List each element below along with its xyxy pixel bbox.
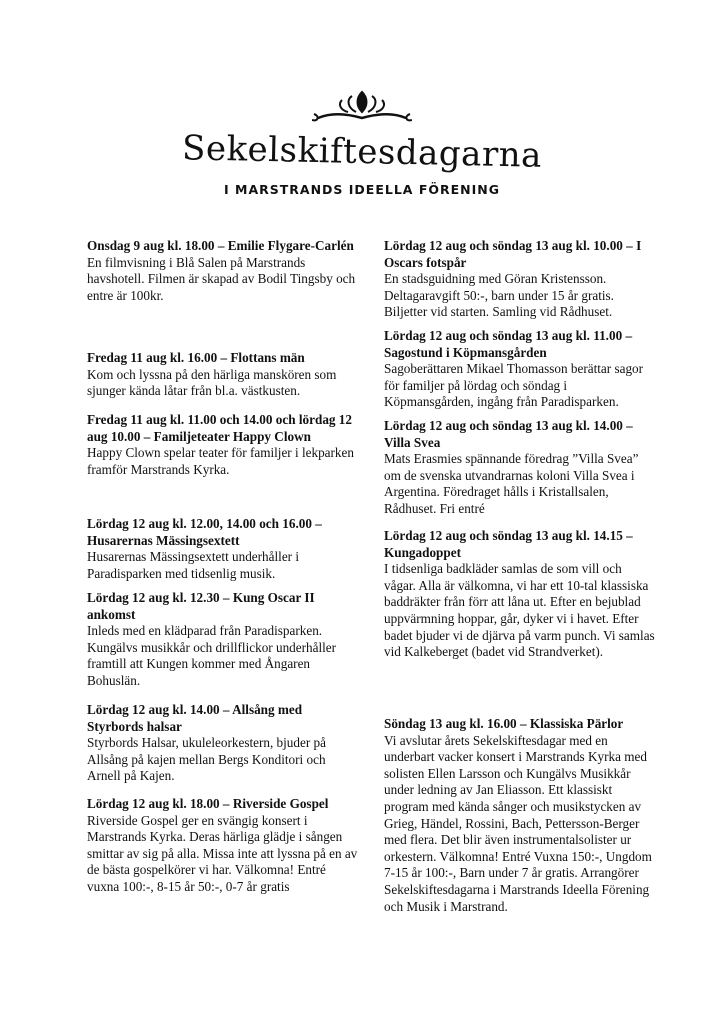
event-oscars-fotspar	[384, 238, 656, 321]
event-description: Kom och lyssna på den härliga manskören som sjunger kända låtar från bl.a. västkusten.	[87, 366, 337, 399]
crown-ornament-icon	[312, 88, 412, 124]
event-description: Husarernas Mässingsextett underhåller i Paradisparken med tidsenlig musik.	[87, 549, 300, 581]
event-description: Vi avslutar årets Sekelskiftesdagar med en underbart vacker konsert i Marstrands Kyrka med solisten Ellen Larsson och Kungälvs Musikkår under ledning av Jan Eliasson. Ett klassiskt program med kända sånger och musikstycken av Grieg, Händel, Rossini, Bach, Pettersson-Berger med flera. Det blir även instrumentalsolister ur orkestern. Välkomna! Entré Vuxna 150:-, Ungdom 7-15 år 100:-, Barn under 7 år gratis. Arrangörer Sekelskiftesdagarna i Marstrands Ideella Förening och Musik i Marstrand.	[384, 732, 652, 914]
event-sagostund	[384, 328, 656, 411]
event-title: Lördag 12 aug kl. 12.30 – Kung Oscar II ankomst	[87, 590, 315, 622]
event-kung-oscar	[87, 590, 359, 690]
event-description: Riverside Gospel ger en svängig konsert i Marstrands Kyrka. Deras härliga glädje i sången smittar av sig på alla. Missa inte att lyssna på en av de bästa gospelkörer vi har. Välkomna! Entré vuxna 100:-, 8-15 år 50:-, 0-7 år gratis	[87, 812, 358, 894]
event-description: En filmvisning i Blå Salen på Marstrands havshotell. Filmen är skapad av Bodil Tingsby och entre är 100kr.	[87, 254, 356, 303]
event-title: Lördag 12 aug kl. 12.00, 14.00 och 16.00 – Husarernas Mässingsextett	[87, 516, 322, 548]
event-klassiska-parlor	[384, 716, 656, 915]
event-description: En stadsguidning med Göran Kristensson. Deltagaravgift 50:-, barn under 15 år gratis. Biljetter vid starten. Samling vid Rådhuset.	[384, 271, 614, 320]
page-title: Sekelskiftesdagarna	[181, 128, 543, 176]
event-description: Happy Clown spelar teater för familjer i lekparken framför Marstrands Kyrka.	[87, 445, 354, 477]
event-title: Lördag 12 aug och söndag 13 aug kl. 11.00 – Sagostund i Köpmansgården	[384, 328, 633, 360]
event-massingsextett	[87, 516, 359, 582]
event-title: Onsdag 9 aug kl. 18.00 – Emilie Flygare-Carlén	[87, 238, 354, 253]
event-title: Lördag 12 aug och söndag 13 aug kl. 14.15 – Kungadoppet	[384, 528, 633, 560]
event-description: Sagoberättaren Mikael Thomasson berättar sagor för familjer på lördag och söndag i Köpmansgården, ingång från Paradisparken.	[384, 361, 644, 410]
event-villa-svea	[384, 418, 656, 518]
event-kungadoppet	[384, 528, 656, 661]
event-title: Fredag 11 aug kl. 11.00 och 14.00 och lördag 12 aug 10.00 – Familjeteater Happy Clown	[87, 412, 352, 444]
event-title: Lördag 12 aug och söndag 13 aug kl. 10.00 – I Oscars fotspår	[384, 238, 642, 270]
event-title: Fredag 11 aug kl. 16.00 – Flottans män	[87, 350, 305, 365]
event-description: Inleds med en klädparad från Paradisparken. Kungälvs musikkår och drillflickor underhåller framtill att Kungen kommer med Ångaren Bohuslän.	[87, 623, 337, 688]
event-title: Lördag 12 aug kl. 18.00 – Riverside Gospel	[87, 796, 329, 811]
event-description: Mats Erasmies spännande föredrag ”Villa Svea” om de svenska utvandrarnas koloni Villa Svea i Argentina. Föredraget hålls i Kristallsalen, Rådhuset. Fri entré	[384, 451, 639, 516]
event-title: Lördag 12 aug kl. 14.00 – Allsång med Styrbords halsar	[87, 702, 303, 734]
event-title: Söndag 13 aug kl. 16.00 – Klassiska Pärlor	[384, 716, 624, 731]
event-description: I tidsenliga badkläder samlas de som vill och vågar. Alla är välkomna, vi har ett 10-tal klassiska baddräkter från förr att låna ut. Efter en bejublad uppvärmning hoppar, går, dyker vi i havet. Efter badet bjuder vi de djärva på varm punch. Vi samlas vid Kalkeberget (badet vid Strandverket).	[384, 561, 655, 660]
event-title: Lördag 12 aug och söndag 13 aug kl. 14.00 – Villa Svea	[384, 418, 633, 450]
event-flottans-man	[87, 350, 359, 400]
event-riverside-gospel	[87, 796, 359, 896]
page-header	[0, 0, 724, 210]
event-familjeteater	[87, 412, 359, 478]
organization-subtitle: I MARSTRANDS IDEELLA FÖRENING	[224, 182, 500, 197]
event-description: Styrbords Halsar, ukuleleorkestern, bjuder på Allsång på kajen mellan Bergs Konditori och Arnell på Kajen.	[87, 735, 326, 784]
event-emilie-flygare-carlen	[87, 238, 359, 304]
event-allsang	[87, 702, 359, 785]
